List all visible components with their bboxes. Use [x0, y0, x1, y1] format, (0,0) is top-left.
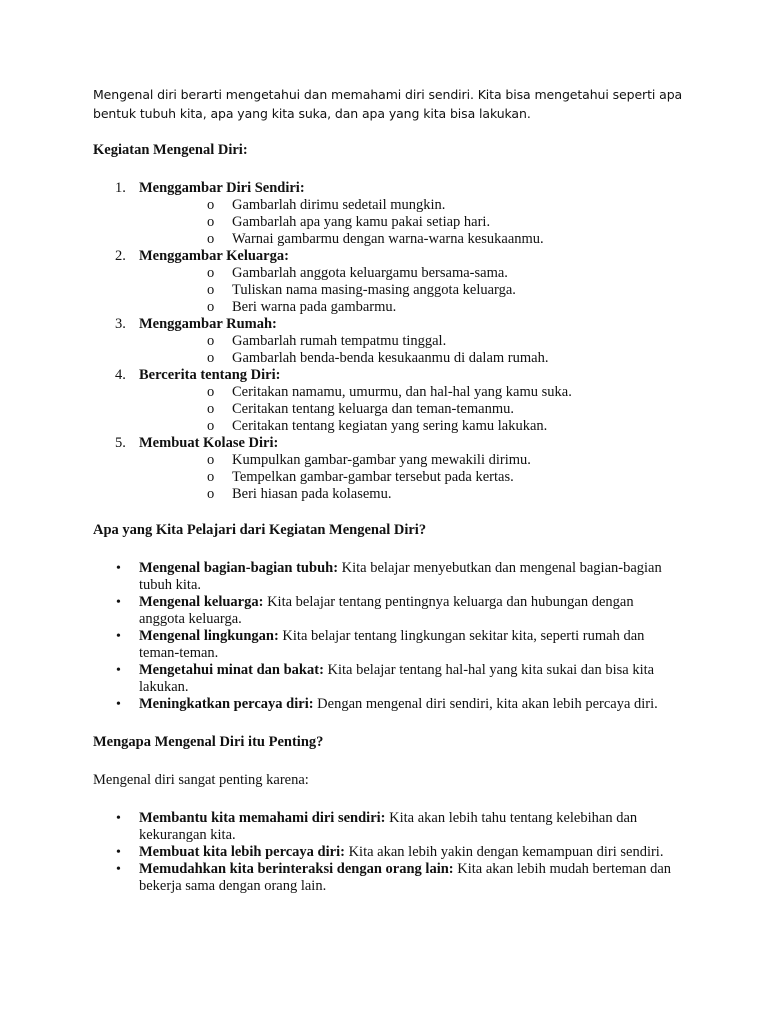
item-text: Kita belajar tentang lingkungan sekitar kita, seperti rumah dan teman-teman.	[139, 628, 645, 661]
sub-bullet-marker: o	[207, 384, 215, 400]
item-text: Kita belajar tentang pentingnya keluarga dan hubungan dengan anggota keluarga.	[139, 594, 634, 627]
activity-step	[139, 418, 693, 435]
item-text: Kita akan lebih yakin dengan kemampuan diri sendiri.	[344, 844, 664, 860]
activity-item	[93, 435, 693, 503]
sub-bullet-marker: o	[207, 299, 215, 315]
item-text: Kita akan lebih tahu tentang kelebihan dan kekurangan kita.	[139, 810, 638, 843]
sub-bullet-marker: o	[207, 197, 215, 213]
list-item	[93, 810, 679, 844]
item-text: Dengan mengenal diri sendiri, kita akan lebih percaya diri.	[313, 696, 658, 712]
list-item	[93, 844, 679, 861]
bullet-marker: •	[116, 697, 121, 712]
bullet-marker: •	[116, 561, 121, 576]
sub-bullet-marker: o	[207, 350, 215, 366]
activity-list	[93, 180, 693, 503]
activity-title: Membuat Kolase Diri:	[139, 435, 279, 451]
activity-step	[139, 299, 693, 316]
sub-bullet-marker: o	[207, 401, 215, 417]
activity-step	[139, 384, 693, 401]
document-page	[93, 85, 693, 916]
item-term: Membantu kita memahami diri sendiri:	[139, 810, 386, 826]
list-item	[93, 560, 679, 594]
step-text: Beri warna pada gambarmu.	[232, 299, 397, 315]
activity-step	[139, 231, 693, 248]
sub-bullet-marker: o	[207, 418, 215, 434]
item-text: Kita akan lebih mudah berteman dan bekerja sama dengan orang lain.	[139, 861, 672, 894]
list-item	[93, 696, 679, 713]
step-text: Beri hiasan pada kolasemu.	[232, 486, 392, 502]
item-term: Memudahkan kita berinteraksi dengan orang lain:	[139, 861, 454, 877]
bullet-marker: •	[116, 862, 121, 877]
activity-number: 4.	[115, 367, 126, 383]
bullet-marker: •	[116, 845, 121, 860]
activity-step	[139, 486, 693, 503]
activity-steps	[139, 333, 693, 367]
item-term: Membuat kita lebih percaya diri:	[139, 844, 345, 860]
activity-steps	[139, 384, 693, 435]
activity-steps	[139, 452, 693, 503]
activity-steps	[139, 197, 693, 248]
learning-list	[93, 560, 693, 713]
section-heading: Mengapa Mengenal Diri itu Penting?	[93, 734, 324, 750]
list-item	[93, 594, 679, 628]
section-penting	[93, 734, 693, 895]
activity-item	[93, 316, 693, 367]
activity-step	[139, 265, 693, 282]
activity-step	[139, 469, 693, 486]
sub-bullet-marker: o	[207, 333, 215, 349]
bullet-marker: •	[116, 629, 121, 644]
item-term: Mengenal lingkungan:	[139, 628, 279, 644]
step-text: Ceritakan namamu, umurmu, dan hal-hal yang kamu suka.	[232, 384, 572, 400]
item-term: Mengenal keluarga:	[139, 594, 264, 610]
activity-number: 1.	[115, 180, 126, 196]
activity-number: 2.	[115, 248, 126, 264]
activity-number: 3.	[115, 316, 126, 332]
bullet-marker: •	[116, 595, 121, 610]
item-text: Kita belajar tentang hal-hal yang kita sukai dan bisa kita lakukan.	[139, 662, 655, 695]
activity-step	[139, 333, 693, 350]
list-item	[93, 662, 679, 696]
step-text: Gambarlah dirimu sedetail mungkin.	[232, 197, 446, 213]
activity-title: Menggambar Keluarga:	[139, 248, 289, 264]
activity-step	[139, 214, 693, 231]
step-text: Gambarlah apa yang kamu pakai setiap hari.	[232, 214, 491, 230]
list-item	[93, 861, 679, 895]
step-text: Kumpulkan gambar-gambar yang mewakili dirimu.	[232, 452, 531, 468]
intro-paragraph: Mengenal diri berarti mengetahui dan memahami diri sendiri. Kita bisa mengetahui seperti apa bentuk tubuh kita, apa yang kita suka, dan apa yang kita bisa lakukan.	[93, 87, 683, 121]
activity-title: Bercerita tentang Diri:	[139, 367, 281, 383]
sub-bullet-marker: o	[207, 486, 215, 502]
sub-bullet-marker: o	[207, 452, 215, 468]
item-term: Meningkatkan percaya diri:	[139, 696, 314, 712]
activity-item	[93, 248, 693, 316]
activity-item	[93, 367, 693, 435]
sub-bullet-marker: o	[207, 282, 215, 298]
step-text: Tempelkan gambar-gambar tersebut pada kertas.	[232, 469, 514, 485]
activity-title: Menggambar Diri Sendiri:	[139, 180, 305, 196]
item-term: Mengenal bagian-bagian tubuh:	[139, 560, 339, 576]
sub-bullet-marker: o	[207, 214, 215, 230]
step-text: Warnai gambarmu dengan warna-warna kesukaanmu.	[232, 231, 544, 247]
activity-number: 5.	[115, 435, 126, 451]
step-text: Gambarlah rumah tempatmu tinggal.	[232, 333, 447, 349]
activity-step	[139, 350, 693, 367]
item-term: Mengetahui minat dan bakat:	[139, 662, 324, 678]
section-lead: Mengenal diri sangat penting karena:	[93, 772, 309, 788]
reasons-list	[93, 810, 693, 895]
step-text: Tuliskan nama masing-masing anggota keluarga.	[232, 282, 516, 298]
sub-bullet-marker: o	[207, 265, 215, 281]
step-text: Gambarlah anggota keluargamu bersama-sama.	[232, 265, 508, 281]
section-kegiatan	[93, 142, 693, 503]
item-text: Kita belajar menyebutkan dan mengenal bagian-bagian tubuh kita.	[139, 560, 662, 593]
bullet-marker: •	[116, 811, 121, 826]
sub-bullet-marker: o	[207, 469, 215, 485]
activity-item	[93, 180, 693, 248]
activity-step	[139, 452, 693, 469]
step-text: Ceritakan tentang keluarga dan teman-temanmu.	[232, 401, 514, 417]
step-text: Ceritakan tentang kegiatan yang sering kamu lakukan.	[232, 418, 548, 434]
activity-title: Menggambar Rumah:	[139, 316, 277, 332]
bullet-marker: •	[116, 663, 121, 678]
step-text: Gambarlah benda-benda kesukaanmu di dalam rumah.	[232, 350, 549, 366]
activity-step	[139, 282, 693, 299]
section-pelajari	[93, 522, 693, 713]
activity-step	[139, 197, 693, 214]
activity-steps	[139, 265, 693, 316]
list-item	[93, 628, 679, 662]
activity-step	[139, 401, 693, 418]
sub-bullet-marker: o	[207, 231, 215, 247]
section-heading: Kegiatan Mengenal Diri:	[93, 142, 248, 158]
section-heading: Apa yang Kita Pelajari dari Kegiatan Mengenal Diri?	[93, 522, 427, 538]
